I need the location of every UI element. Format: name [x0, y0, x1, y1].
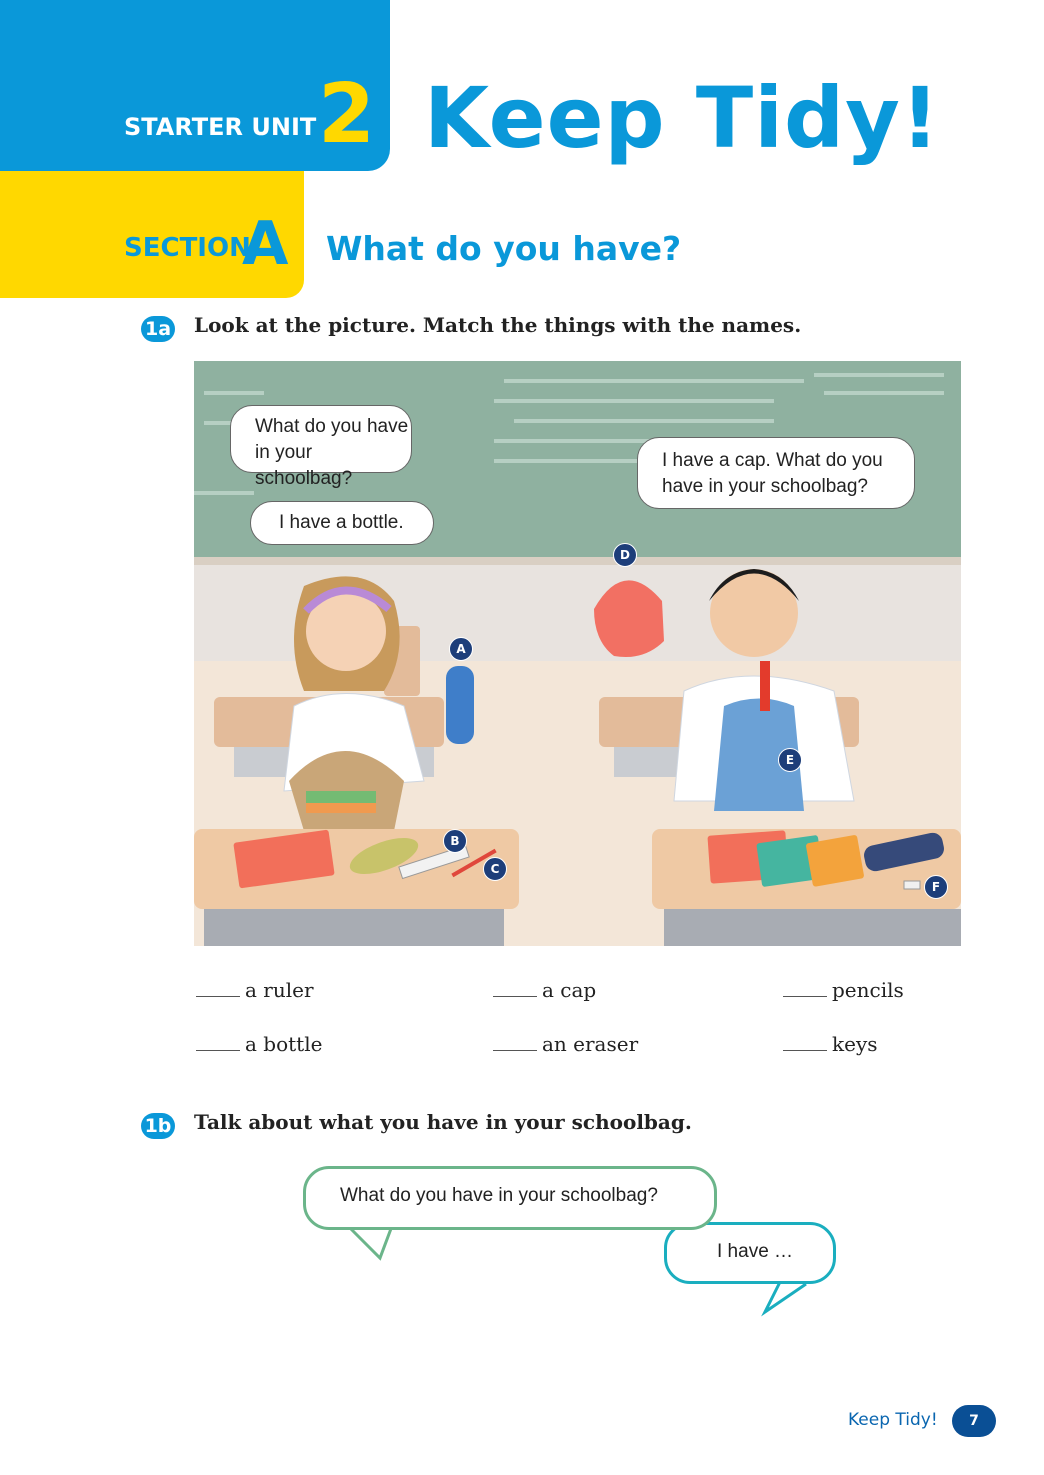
- match-item-label: a bottle: [245, 1032, 323, 1056]
- page-title: Keep Tidy!: [424, 69, 941, 167]
- activity-1b-badge: 1b: [141, 1113, 175, 1139]
- activity-1a-instruction: Look at the picture. Match the things with the names.: [194, 313, 802, 337]
- section-letter: A: [242, 209, 289, 279]
- bubble-girl-answer-text: I have a bottle.: [279, 512, 404, 533]
- bubble-girl-question-line1: What do you have: [255, 416, 409, 437]
- bubble-boy-line1: I have a cap. What do you: [662, 450, 883, 471]
- bubble-answer: [664, 1222, 836, 1284]
- bubble-question-text: What do you have in your schoolbag?: [340, 1185, 658, 1206]
- starter-unit-label: STARTER UNIT: [124, 113, 317, 141]
- bubble-answer-text: I have …: [717, 1241, 794, 1262]
- match-item-label: a ruler: [245, 978, 314, 1002]
- match-item-label: a cap: [542, 978, 597, 1002]
- section-title: What do you have?: [326, 229, 682, 268]
- activity-1a-badge: 1a: [141, 316, 175, 342]
- marker-c: C: [483, 857, 507, 881]
- marker-b: B: [443, 829, 467, 853]
- bubble-question: [303, 1166, 717, 1230]
- match-item-label: pencils: [832, 978, 904, 1002]
- match-item-label: an eraser: [542, 1032, 639, 1056]
- section-label: SECTION: [124, 233, 251, 263]
- activity-1b-instruction: Talk about what you have in your schoolbag.: [194, 1110, 692, 1134]
- bubble-girl-question-line2: in your schoolbag?: [255, 442, 353, 489]
- unit-number: 2: [318, 67, 376, 162]
- marker-e: E: [778, 748, 802, 772]
- marker-f: F: [924, 875, 948, 899]
- marker-d: D: [613, 543, 637, 567]
- page-number: 7: [952, 1405, 996, 1437]
- footer-title: Keep Tidy!: [848, 1410, 938, 1430]
- marker-a: A: [449, 637, 473, 661]
- match-item-label: keys: [832, 1032, 878, 1056]
- bubble-boy-line2: have in your schoolbag?: [662, 476, 868, 497]
